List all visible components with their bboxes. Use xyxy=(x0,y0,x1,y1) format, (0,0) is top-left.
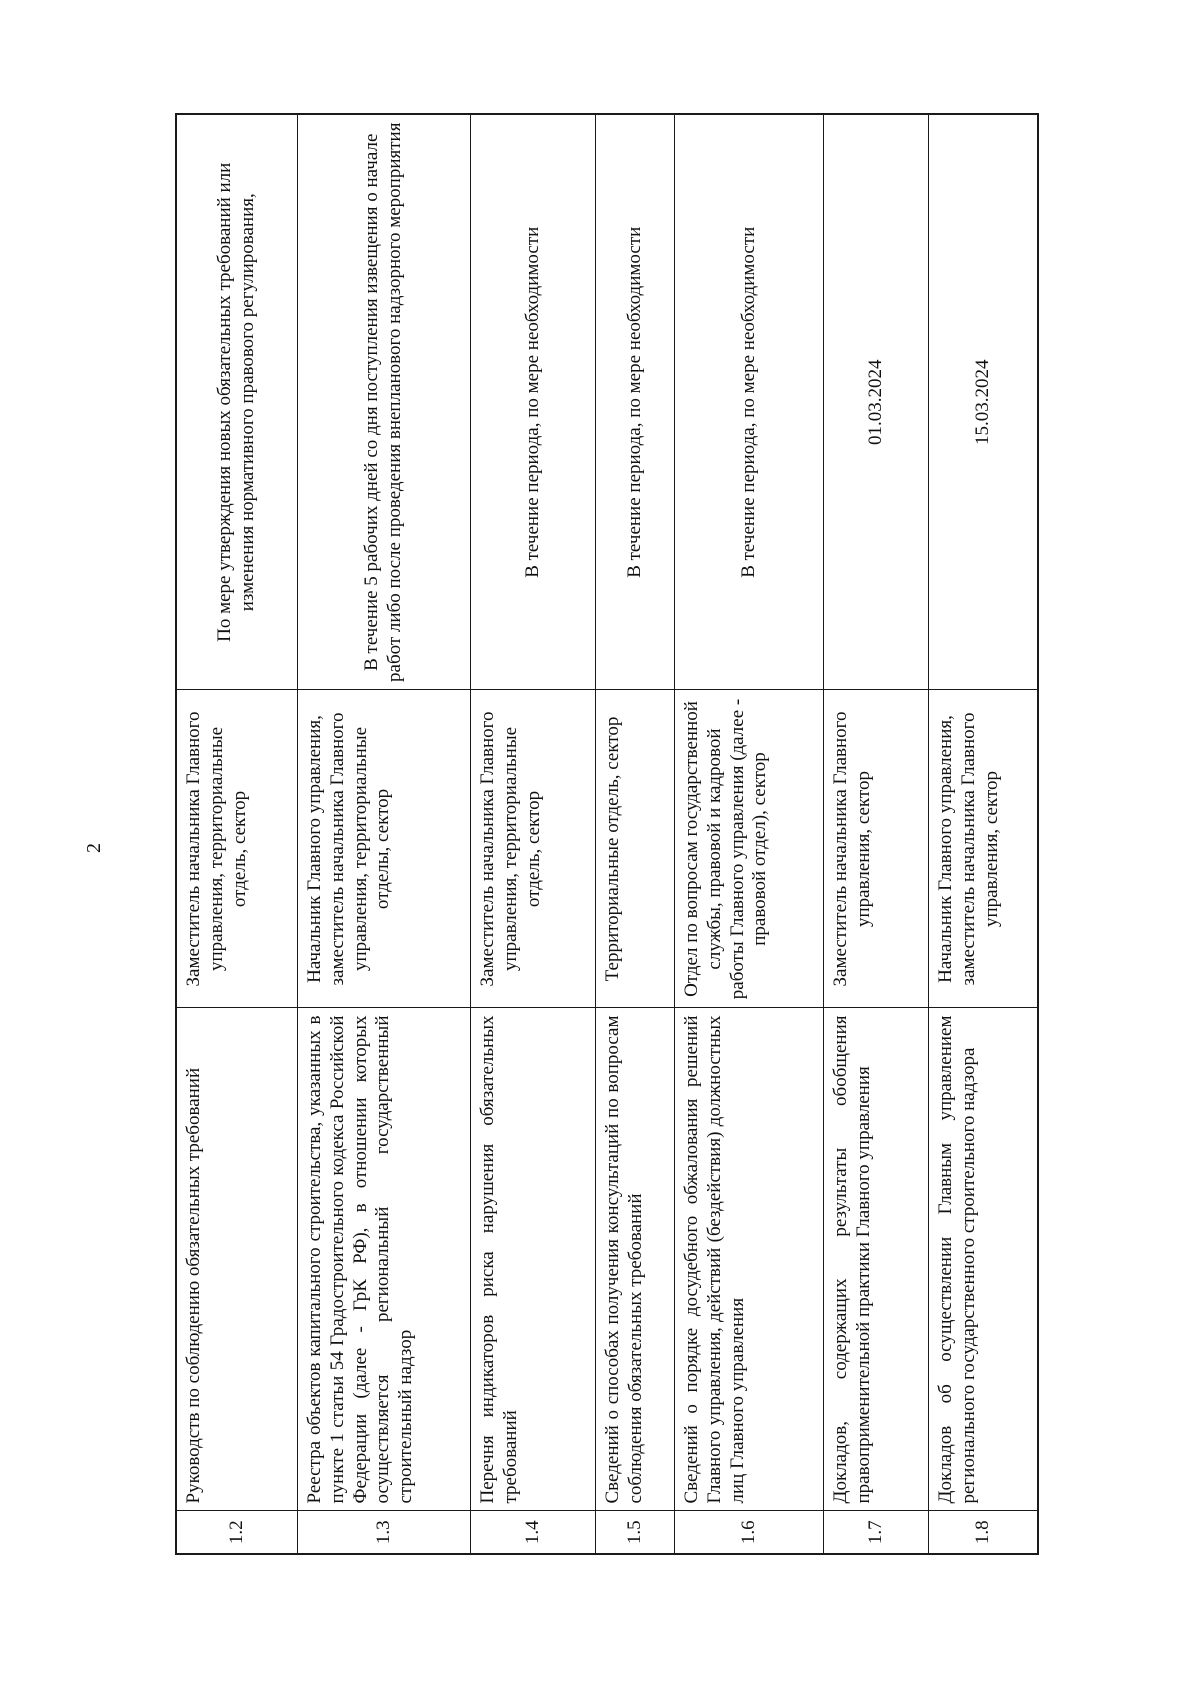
row-responsible: Начальник Главного управления, заместитель начальника Главного управления, сектор xyxy=(929,690,1039,1008)
table-row xyxy=(298,114,471,1554)
page-number: 2 xyxy=(83,843,105,853)
row-term: В течение 5 рабочих дней со дня поступления извещения о начале работ либо после проведения внепланового надзорного мероприятия xyxy=(298,114,471,690)
row-responsible: Заместитель начальника Главного управления, территориальные отдель, сектор xyxy=(176,690,298,1008)
row-number: 1.2 xyxy=(176,1511,298,1554)
table-row xyxy=(176,114,298,1554)
row-number: 1.3 xyxy=(298,1511,471,1554)
row-number: 1.6 xyxy=(675,1511,824,1554)
table-row xyxy=(929,114,1039,1554)
row-term: 01.03.2024 xyxy=(824,114,929,690)
row-term: В течение периода, по мере необходимости xyxy=(471,114,596,690)
row-description: Докладов, содержащих результаты обобщения правоприменительной практики Главного управления xyxy=(824,1008,929,1511)
table-row xyxy=(471,114,596,1554)
row-description: Руководств по соблюдению обязательных требований xyxy=(176,1008,298,1511)
table-row xyxy=(675,114,824,1554)
row-number: 1.7 xyxy=(824,1511,929,1554)
row-description: Сведений о порядке досудебного обжалования решений Главного управления, действий (бездействия) должностных лиц Главного управления xyxy=(675,1008,824,1511)
row-term: В течение периода, по мере необходимости xyxy=(596,114,675,690)
row-number: 1.5 xyxy=(596,1511,675,1554)
row-responsible: Начальник Главного управления, заместитель начальника Главного управления, территориальные отделы, сектор xyxy=(298,690,471,1008)
row-description: Перечня индикаторов риска нарушения обязательных требований xyxy=(471,1008,596,1511)
row-number: 1.4 xyxy=(471,1511,596,1554)
row-responsible: Территориальные отдель, сектор xyxy=(596,690,675,1008)
measures-table xyxy=(175,113,1039,1555)
table-row xyxy=(596,114,675,1554)
row-description: Реестра объектов капитального строительства, указанных в пункте 1 статьи 54 Градостроительного кодекса Российской Федерации (далее - ГрК РФ), в отношении которых осуществляется региональный государственный строительный надзор xyxy=(298,1008,471,1511)
row-number: 1.8 xyxy=(929,1511,1039,1554)
row-term: 15.03.2024 xyxy=(929,114,1039,690)
row-responsible: Заместитель начальника Главного управления, сектор xyxy=(824,690,929,1008)
row-description: Докладов об осуществлении Главным управлением регионального государственного строительного надзора xyxy=(929,1008,1039,1511)
table-row xyxy=(824,114,929,1554)
rotated-table-container xyxy=(175,115,1051,1555)
row-responsible: Отдел по вопросам государственной службы, правовой и кадровой работы Главного управления (далее - правовой отдел), сектор xyxy=(675,690,824,1008)
row-term: По мере утверждения новых обязательных требований или изменения нормативного правового регулирования, xyxy=(176,114,298,690)
row-responsible: Заместитель начальника Главного управления, территориальные отдель, сектор xyxy=(471,690,596,1008)
row-term: В течение периода, по мере необходимости xyxy=(675,114,824,690)
row-description: Сведений о способах получения консультаций по вопросам соблюдения обязательных требований xyxy=(596,1008,675,1511)
